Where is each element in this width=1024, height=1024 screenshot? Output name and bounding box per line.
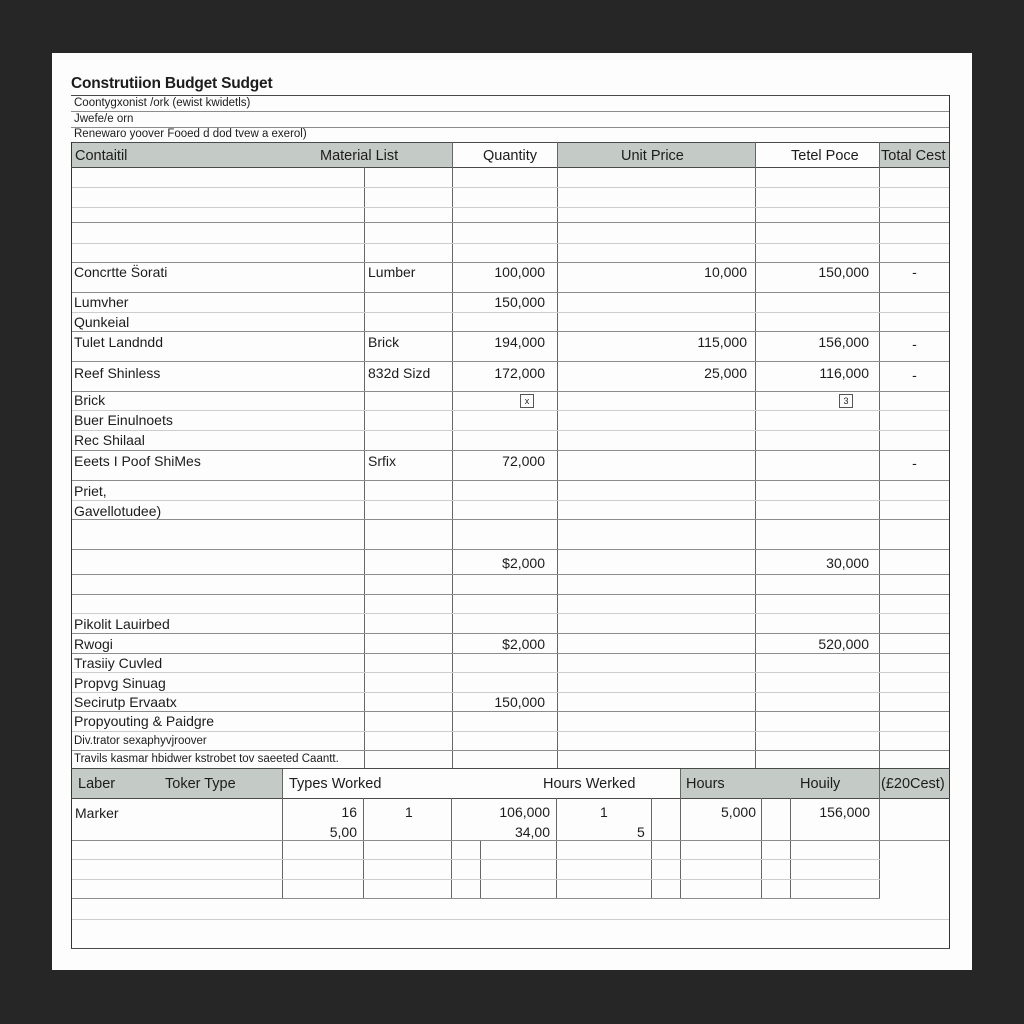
row-quantity: 172,000: [494, 365, 545, 381]
labor-row-cost: 156,000: [819, 804, 870, 820]
header-contact: Contaitil: [75, 148, 128, 164]
row-quantity: $2,000: [502, 636, 545, 652]
row-total-price: 30,000: [826, 555, 869, 571]
row-name: Trasiiy Cuvled: [74, 655, 163, 671]
row-total-price: 116,000: [819, 365, 869, 381]
row-quantity: $2,000: [502, 555, 545, 571]
row-name: Buer Einulnoets: [74, 412, 173, 428]
row-total-cost: -: [912, 455, 917, 471]
labor-row-type: 16: [341, 804, 357, 820]
header-unit-price: Unit Price: [621, 148, 684, 164]
row-total-price: 156,000: [818, 334, 869, 350]
row-name: Qunkeial: [74, 314, 130, 330]
labor-row-hours-worked-b: 34,00: [514, 824, 550, 840]
row-total-price: 520,000: [818, 636, 869, 652]
row-name: Secirutp Ervaatx: [74, 694, 177, 710]
row-name: Reef Shinless: [74, 365, 161, 381]
labor-row-hours-worked: 106,000: [499, 804, 550, 820]
row-total-cost: -: [912, 264, 917, 280]
row-unit-price: 25,000: [704, 365, 747, 381]
row-name: Tulet Landndd: [74, 334, 163, 350]
labor-header-hourly: Houily: [800, 776, 841, 792]
row-material: Lumber: [368, 264, 416, 280]
row-unit-price: 115,000: [697, 334, 747, 350]
row-quantity: 150,000: [494, 694, 545, 710]
row-name: Rec Shilaal: [74, 432, 145, 448]
row-total-cost: -: [912, 367, 917, 383]
budget-sheet: [52, 53, 972, 970]
row-name: Gavellotudee): [74, 503, 162, 519]
labor-row-name: Marker: [75, 805, 119, 821]
row-name: Concrtte S̈orati: [74, 264, 168, 280]
header-quantity: Quantity: [483, 148, 537, 164]
row-name: Rwogi: [74, 636, 113, 652]
info-line-2: Jwefe/e orn: [74, 113, 134, 125]
row-name: Travils kasmar hbidwer kstrobet tov saeeted Caantt.: [74, 753, 339, 765]
row-name: Div.trator sexaphyvjroover: [74, 735, 207, 747]
labor-header-cost: (£20Cest): [881, 776, 945, 792]
row-quantity: 194,000: [494, 334, 545, 350]
row-name: Eeets I Poof ShiMes: [74, 453, 201, 469]
row-total-price: 150,000: [818, 264, 869, 280]
row-name: Pikolit Lauirbed: [74, 616, 170, 632]
labor-row-hourly: 5,000: [720, 804, 756, 820]
labor-row-type-b: 5,00: [329, 824, 357, 840]
row-quantity: 100,000: [494, 264, 545, 280]
labor-header-laber: Laber: [78, 776, 116, 792]
labor-header-hours: Hours: [686, 776, 725, 792]
labor-row-hours: 1: [600, 804, 608, 820]
checkbox-quantity[interactable]: x: [520, 394, 534, 408]
row-unit-price: 10,000: [704, 264, 747, 280]
document-title: Construtiion Budget Sudget: [71, 75, 273, 92]
row-quantity: 72,000: [502, 453, 545, 469]
row-name: Lumvher: [74, 294, 129, 310]
header-material-list: Material List: [320, 148, 399, 164]
row-material: 832d Sizd: [368, 365, 431, 381]
row-total-cost: -: [912, 336, 917, 352]
header-total-price: Tetel Poce: [791, 148, 859, 164]
info-line-3: Renewaro yoover Fooed d dod tvew a exerol): [74, 128, 307, 140]
labor-header-types-worked: Types Worked: [289, 776, 382, 792]
row-name: Brick: [74, 392, 106, 408]
info-line-1: Coontygxonist /ork (ewist kwidetls): [74, 97, 251, 109]
row-name: Propvg Sinuag: [74, 675, 166, 691]
row-name: Propyouting & Paidgre: [74, 713, 215, 729]
labor-header-hours-worked: Hours Werked: [543, 776, 636, 792]
row-name: Priet,: [74, 483, 107, 499]
labor-row-worked: 1: [405, 804, 413, 820]
labor-header-toker-type: Toker Type: [165, 776, 236, 792]
row-quantity: 150,000: [494, 294, 545, 310]
row-material: Srfix: [368, 453, 396, 469]
labor-row-hours-b: 5: [637, 824, 645, 840]
header-total-cost: Total Cest: [881, 148, 946, 164]
checkbox-total[interactable]: 3: [839, 394, 853, 408]
row-material: Brick: [368, 334, 400, 350]
